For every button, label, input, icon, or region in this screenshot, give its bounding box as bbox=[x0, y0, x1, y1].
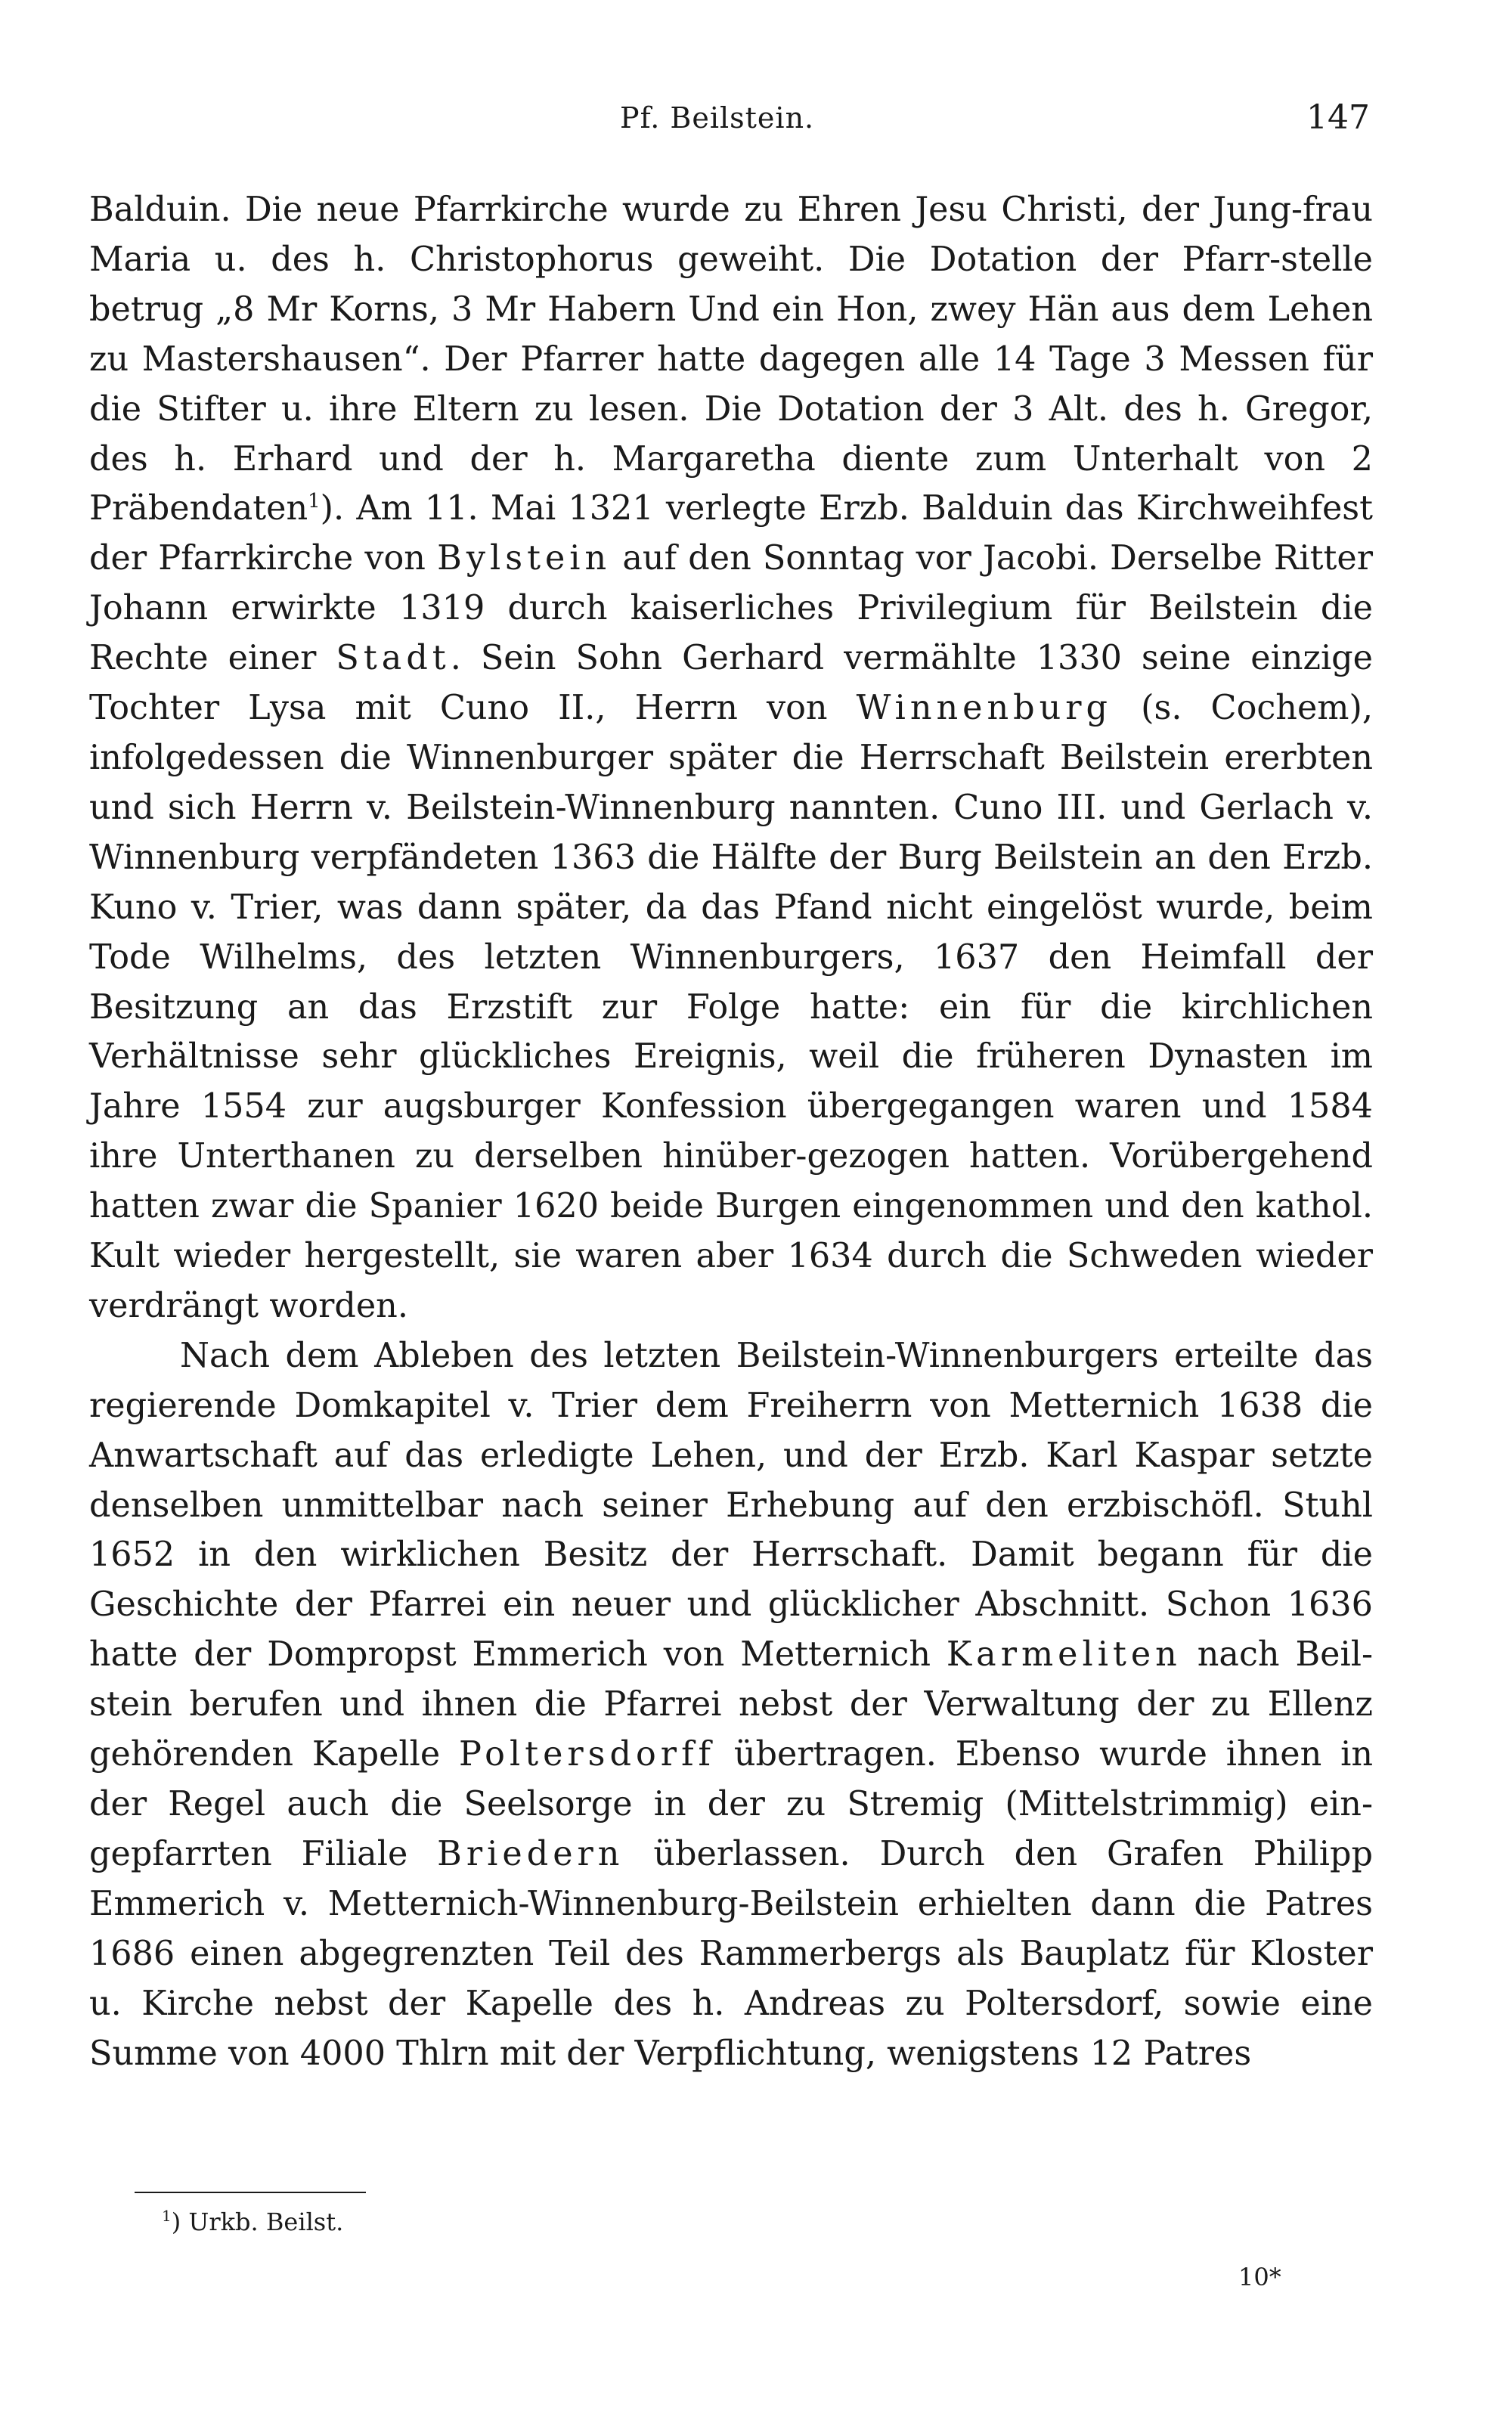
footnote-text: ) Urkb. Beilst. bbox=[171, 2208, 344, 2236]
emphasized-term: Briedern bbox=[437, 1834, 624, 1873]
footnote-reference: 1 bbox=[308, 490, 321, 513]
body-text bbox=[89, 185, 1373, 2078]
text-run: übertragen. Ebenso wurde ihnen in der Regel auch die Seelsorge in der zu Stremig (Mittelstrimmig) ein-gepfarrten Filiale bbox=[89, 1735, 1373, 1873]
signature-mark: 10* bbox=[1238, 2263, 1281, 2291]
text-run: ). Am 11. Mai 1321 verlegte Erzb. Balduin das Kirchweihfest der Pfarrkirche von bbox=[89, 489, 1373, 578]
emphasized-term: Poltersdorff bbox=[459, 1735, 716, 1774]
footnote bbox=[162, 2208, 343, 2236]
text-run: nach Beil-stein berufen und ihnen die Pfarrei nebst der Verwaltung der zu Ellenz gehörenden Kapelle bbox=[89, 1635, 1373, 1774]
text-run: überlassen. Durch den Grafen Philipp Emmerich v. Metternich-Winnenburg-Beilstein erhielten dann die Patres 1686 einen abgegrenzten Teil des Rammerbergs als Bauplatz für Kloster u. Kirche nebst der Kapelle des h. Andreas zu Poltersdorf, sowie eine Summe von 4000 Thlrn mit der Verpflichtung, wenigstens 12 Patres bbox=[89, 1834, 1373, 2073]
footnote-rule bbox=[135, 2192, 366, 2193]
running-head bbox=[0, 98, 1504, 144]
paragraph-1 bbox=[89, 185, 1373, 1331]
footnote-marker: 1 bbox=[162, 2207, 172, 2225]
emphasized-term: Winnenburg bbox=[856, 689, 1113, 728]
emphasized-term: Bylstein bbox=[437, 539, 612, 578]
text-run: Balduin. Die neue Pfarrkirche wurde zu Ehren Jesu Christi, der Jung-frau Maria u. des h. Christophorus geweiht. Die Dotation der Pfarr-stelle betrug „8 Mr Korns, 3 Mr Habern Und ein Hon, zwey Hän aus dem Lehen zu Mastershausen“. Der Pfarrer hatte dagegen alle 14 Tage 3 Messen für die Stifter u. ihre Eltern zu lesen. Die Dotation der 3 Alt. des h. Gregor, des h. Erhard und der h. Margaretha diente zum Unterhalt von 2 Präbendaten bbox=[89, 191, 1373, 528]
text-run: . Sein Sohn Gerhard vermählte 1330 seine einzige Tochter Lysa mit Cuno II., Herrn von bbox=[89, 639, 1374, 728]
text-run: Nach dem Ableben des letzten Beilstein-Winnenburgers erteilte das regierende Domkapitel v. Trier dem Freiherrn von Metternich 1638 die Anwartschaft auf das erledigte Lehen, und der Erzb. Karl Kaspar setzte denselben unmittelbar nach seiner Erhebung auf den erzbischöfl. Stuhl 1652 in den wirklichen Besitz der Herrschaft. Damit begann für die Geschichte der Pfarrei ein neuer und glücklicher Abschnitt. Schon 1636 hatte der Dompropst Emmerich von Metternich bbox=[89, 1336, 1373, 1675]
text-run: (s. Cochem), infolgedessen die Winnenburger später die Herrschaft Beilstein ererbten und sich Herrn v. Beilstein-Winnenburg nannten. Cuno III. und Gerlach v. Winnenburg verpfändeten 1363 die Hälfte der Burg Beilstein an den Erzb. Kuno v. Trier, was dann später, da das Pfand nicht eingelöst wurde, beim Tode Wilhelms, des letzten Winnenburgers, 1637 den Heimfall der Besitzung an das Erzstift zur Folge hatte: ein für die kirchlichen Verhältnisse sehr glückliches Ereignis, weil die früheren Dynasten im Jahre 1554 zur augsburger Konfession übergegangen waren und 1584 ihre Unterthanen zu derselben hinüber-gezogen hatten. Vorübergehend hatten zwar die Spanier 1620 beide Burgen eingenommen und den kathol. Kult wieder hergestellt, sie waren aber 1634 durch die Schweden wieder verdrängt worden. bbox=[89, 689, 1373, 1325]
paragraph-2 bbox=[89, 1331, 1373, 2079]
emphasized-term: Karmeliten bbox=[946, 1635, 1182, 1675]
running-title: Pf. Beilstein. bbox=[620, 101, 815, 135]
text-run: auf den Sonntag vor Jacobi. Derselbe Ritter Johann erwirkte 1319 durch kaiserliches Privilegium für Beilstein die Rechte einer bbox=[89, 539, 1373, 678]
page-number: 147 bbox=[1306, 98, 1370, 137]
emphasized-term: Stadt bbox=[336, 639, 451, 678]
